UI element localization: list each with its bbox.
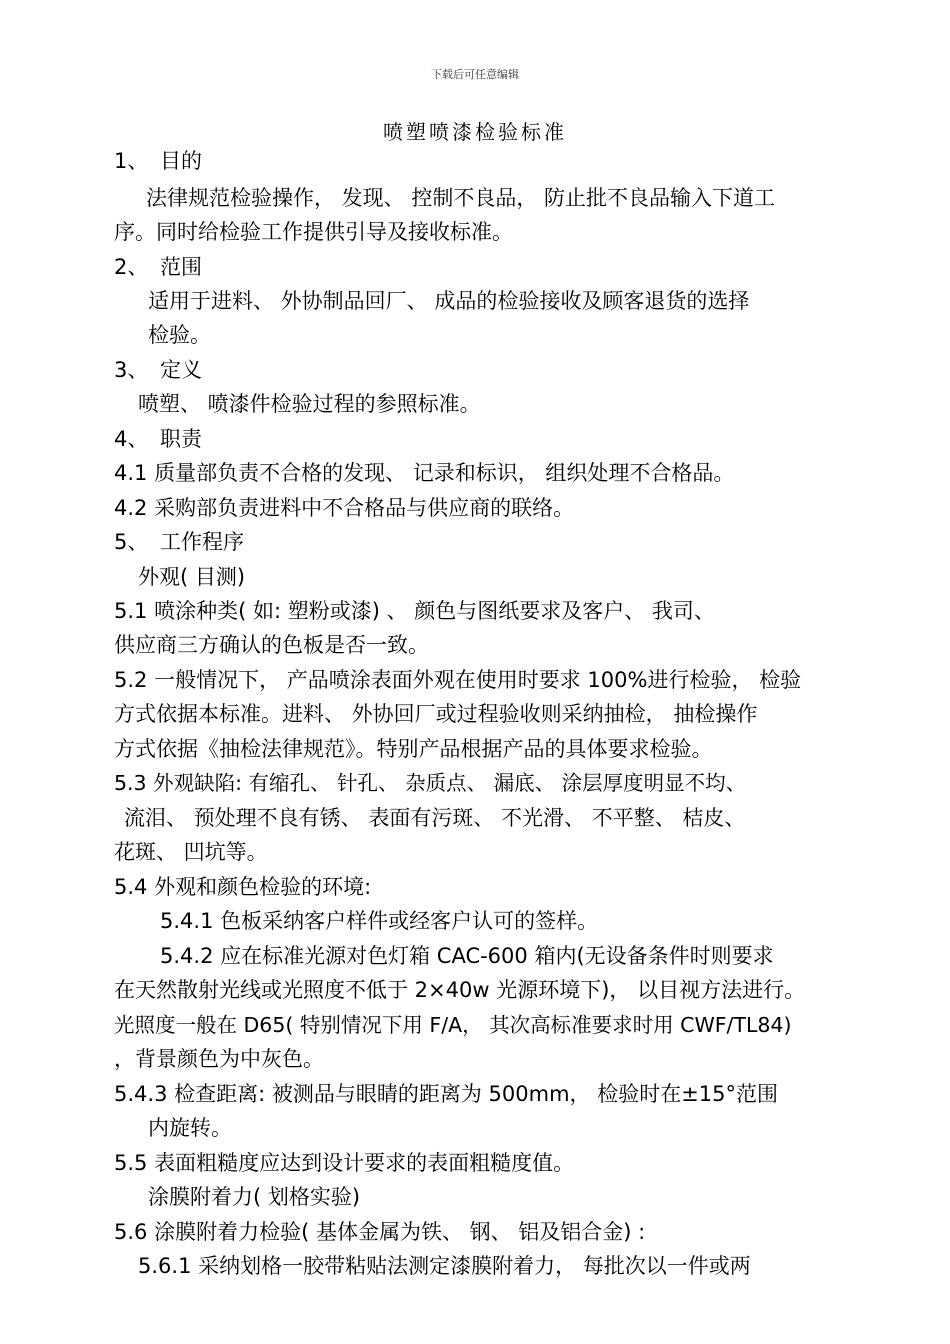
section-number: 3、 bbox=[114, 358, 149, 382]
section-heading-5 bbox=[114, 527, 244, 557]
section-heading-4 bbox=[114, 424, 202, 454]
subsection-heading: 外观( 目测) bbox=[138, 565, 246, 589]
paragraph-line: 5.5 表面粗糙度应达到设计要求的表面粗糙度值。 bbox=[114, 1151, 575, 1175]
paragraph-line: ，背景颜色为中灰色。 bbox=[114, 1047, 324, 1071]
section-title: 定义 bbox=[160, 358, 202, 382]
section-heading-1 bbox=[114, 146, 202, 176]
paragraph-line: 喷塑、 喷漆件检验过程的参照标准。 bbox=[138, 392, 481, 416]
paragraph-line: 光照度一般在 D65( 特别情况下用 F/A， 其次高标准要求时用 CWF/TL84) bbox=[114, 1013, 792, 1037]
paragraph-line: 4.1 质量部负责不合格的发现、 记录和标识， 组织处理不合格品。 bbox=[114, 461, 735, 485]
paragraph-line: 5.1 喷涂种类( 如: 塑粉或漆) 、 颜色与图纸要求及客户、 我司、 bbox=[114, 599, 715, 623]
paragraph-line: 流泪、 预处理不良有锈、 表面有污斑、 不光滑、 不平整、 桔皮、 bbox=[124, 806, 746, 830]
document-title: 喷塑喷漆检验标准 bbox=[383, 120, 567, 144]
paragraph-line: 方式依据本标准。进料、 外协回厂或过程验收则采纳抽检， 抽检操作 bbox=[114, 702, 758, 726]
paragraph-line: 5.4.1 色板采纳客户样件或经客户认可的签样。 bbox=[160, 909, 599, 933]
paragraph-line: 5.4.3 检查距离: 被测品与眼睛的距离为 500mm， 检验时在±15°范围 bbox=[114, 1082, 779, 1106]
section-title: 目的 bbox=[160, 149, 202, 173]
paragraph-line: 花斑、 凹坑等。 bbox=[114, 840, 268, 864]
paragraph-line: 法律规范检验操作， 发现、 控制不良品， 防止批不良品输入下道工 bbox=[146, 186, 776, 210]
paragraph-line: 适用于进料、 外协制品回厂、 成品的检验接收及顾客退货的选择 bbox=[148, 289, 750, 313]
paragraph-line: 5.2 一般情况下， 产品喷涂表面外观在使用时要求 100%进行检验， 检验 bbox=[114, 668, 802, 692]
section-heading-2 bbox=[114, 252, 202, 282]
subsection-heading: 涂膜附着力( 划格实验) bbox=[148, 1185, 361, 1209]
section-title: 职责 bbox=[160, 427, 202, 451]
paragraph-line: 5.6.1 采纳划格一胶带粘贴法测定漆膜附着力， 每批次以一件或两 bbox=[138, 1254, 751, 1278]
paragraph-line: 5.4 外观和颜色检验的环境: bbox=[114, 875, 372, 899]
paragraph-line: 5.4.2 应在标准光源对色灯箱 CAC-600 箱内(无设备条件时则要求 bbox=[160, 944, 774, 968]
paragraph-line: 检验。 bbox=[148, 323, 211, 347]
paragraph-line: 在天然散射光线或光照度不低于 2×40w 光源环境下)， 以目视方法进行。 bbox=[114, 978, 806, 1002]
paragraph-line: 5.3 外观缺陷: 有缩孔、 针孔、 杂质点、 漏底、 涂层厚度明显不均、 bbox=[114, 771, 747, 795]
section-number: 5、 bbox=[114, 530, 149, 554]
paragraph-line: 供应商三方确认的色板是否一致。 bbox=[114, 633, 429, 657]
section-title: 工作程序 bbox=[160, 530, 244, 554]
watermark-text: 下载后可任意编辑 bbox=[431, 68, 519, 81]
section-heading-3 bbox=[114, 355, 202, 385]
section-number: 4、 bbox=[114, 427, 149, 451]
paragraph-line: 方式依据《抽检法律规范》。特别产品根据产品的具体要求检验。 bbox=[114, 737, 713, 761]
section-number: 1、 bbox=[114, 149, 149, 173]
section-title: 范围 bbox=[160, 255, 202, 279]
paragraph-line: 4.2 采购部负责进料中不合格品与供应商的联络。 bbox=[114, 496, 575, 520]
paragraph-line: 5.6 涂膜附着力检验( 基体金属为铁、 钢、 铝及铝合金) : bbox=[114, 1220, 646, 1244]
paragraph-line: 内旋转。 bbox=[148, 1116, 232, 1140]
paragraph-line: 序。同时给检验工作提供引导及接收标准。 bbox=[114, 220, 513, 244]
section-number: 2、 bbox=[114, 255, 149, 279]
